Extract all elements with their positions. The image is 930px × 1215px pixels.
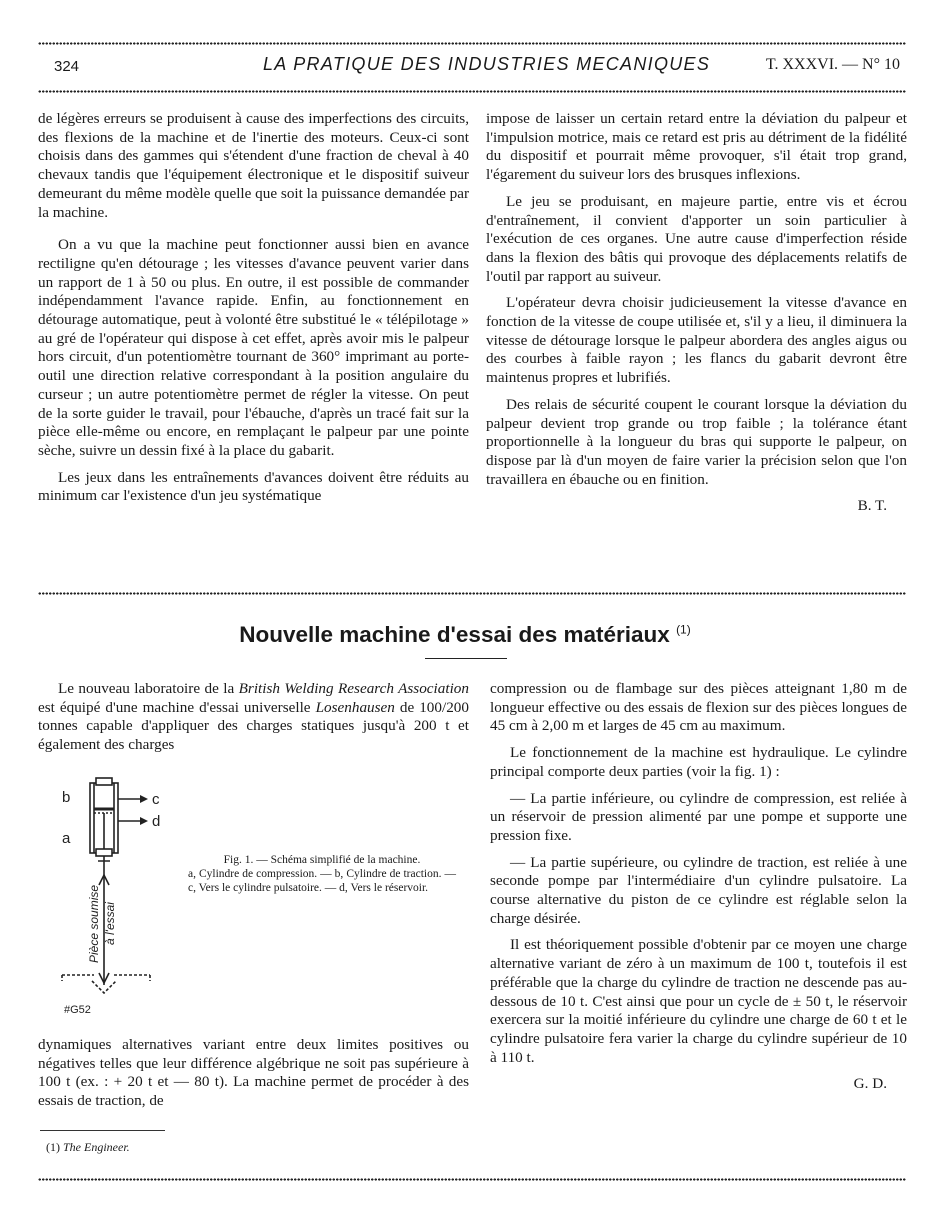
article1-right-column	[486, 110, 907, 516]
paragraph: Le fonctionnement de la machine est hydraulique. Le cylindre principal comporte deux parties (voir la fig. 1) :	[490, 744, 907, 780]
paragraph: On a vu que la machine peut fonctionner aussi bien en avance rectiligne qu'en détourage ; les vitesses d'avance peuvent varier dans un rapport de 1 à 50 ou plus. En outre, il est possible de commander indépendamment l'avance rapide. Enfin, au fonctionnement en détourage automatique, peut à volonté être substitué le « télépilotage » au gré de l'opérateur qui dispose à cet effet, après avoir mis le palpeur hors circuit, d'un potentiomètre tournant de 360° imprimant au porte-outil une direction relative correspondant à la position angulaire du curseur ; un autre potentiomètre permet de régler la vitesse. On peut de la sorte guider le travail, pour l'ébauche, d'après un tracé fait sur la pièce elle-même ou encore, en remplaçant le palpeur par une pointe sèche, suivre un dessin fixé à la place du gabarit.	[38, 236, 469, 459]
paragraph: dynamiques alternatives variant entre deux limites positives ou négatives telles que leur différence algébrique ne soit pas supérieure à 100 t (ex. : + 20 t et — 80 t). La machine permet de procéder à des essais de traction, de	[38, 1036, 469, 1110]
paragraph	[38, 680, 469, 755]
issue-number: T. XXXVI. — N° 10	[765, 56, 900, 73]
running-title: LA PRATIQUE DES INDUSTRIES MECANIQUES	[263, 54, 711, 74]
machine-schematic	[52, 775, 202, 1020]
title-footnote-mark: (1)	[676, 622, 691, 637]
page-number: 324	[54, 58, 80, 75]
article-title	[0, 622, 930, 648]
paragraph: Il est théoriquement possible d'obtenir par ce moyen une charge alternative variant de zéro à un maximum de 100 t, toutefois il est préférable que la charge du cylindre de traction ne descende pas au-dessous de 10 t. C'est ainsi que pour un cycle de ± 50 t, le réservoir exercera sur la moitié inférieure du cylindre une charge de 60 t et le cylindre pulsatoire fera varier la charge du cylindre supérieur de 10 à 110 t.	[490, 936, 907, 1066]
vertical-label-1: Pièce soumise	[87, 884, 101, 963]
paragraph: Les jeux dans les entraînements d'avances doivent être réduits au minimum car l'existence d'un jeu systématique	[38, 468, 469, 505]
bottom-rule	[38, 1178, 906, 1181]
paragraph: — La partie supérieure, ou cylindre de traction, est reliée à une seconde pompe par l'intermédiaire d'un cylindre pulsatoire. La course alternative du piston de ce cylindre est réglable selon la charge désirée.	[490, 853, 907, 927]
footnote-rule	[40, 1130, 165, 1131]
paragraph: L'opérateur devra choisir judicieusement la vitesse d'avance en fonction de la vitesse de coupe utilisée et, s'il y a lieu, il diminuera la vitesse de détourage lorsque le palpeur abordera des angles aigus ou des courbes à faible rayon ; les flancs du gabarit devront être maintenus propres et lubrifiés.	[486, 294, 907, 387]
footnote	[46, 1140, 130, 1155]
footnote-source: The Engineer.	[63, 1140, 130, 1154]
section-rule	[38, 592, 906, 595]
header-rule	[38, 90, 906, 93]
article2-intro	[38, 680, 469, 763]
label-c: c	[152, 791, 160, 808]
paragraph: de légères erreurs se produisent à cause des imperfections des circuits, des flexions de la machine et de l'inertie des moteurs. Ceux-ci sont choisis dans des gammes qui s'étendent d'une fraction de cheval à 40 chevaux tandis que l'équipement électronique et le dispositif suiveur demeurant du même modèle quelle que soit la puissance demandée par la machine.	[38, 110, 469, 221]
article2-left-continuation	[38, 1036, 469, 1119]
paragraph: — La partie inférieure, ou cylindre de compression, est reliée à un réservoir de pression alimenté par une pompe et supporte une pression fixe.	[490, 789, 907, 844]
paragraph: impose de laisser un certain retard entre la déviation du palpeur et l'impulsion motrice, mais ce retard est pris au détriment de la fidélité du dispositif et pourrait même provoquer, s'il était trop grand, l'égarement du suiveur lors des brusques inflexions.	[486, 110, 907, 184]
article-title-text: Nouvelle machine d'essai des matériaux	[239, 622, 670, 647]
figure-code: #G52	[64, 1004, 91, 1016]
intro-text-1: Le nouveau laboratoire de la	[58, 680, 239, 697]
article2-right-column	[490, 680, 907, 1094]
intro-manufacturer: Losenhausen	[315, 698, 395, 716]
caption-body: a, Cylindre de compression. — b, Cylindre de traction. — c, Vers le cylindre pulsatoire. — d, Vers le réservoir.	[188, 868, 456, 894]
paragraph: compression ou de flambage sur des pièces atteignant 1,80 m de longueur effective ou des essais de flexion sur des pièces longues de 45 cm à 2,00 m et larges de 45 cm au maximum.	[490, 680, 907, 735]
intro-text-3: de 100/200 tonnes capable d'appliquer des charges statiques jusqu'à 200 t et également des charges	[38, 698, 469, 754]
vertical-label-2: à l'essai	[103, 902, 117, 945]
intro-organisation: British Welding Research Association	[238, 680, 469, 697]
caption-heading: Fig. 1. — Schéma simplifié de la machine.	[223, 854, 421, 866]
figure-1-schematic	[52, 775, 202, 1020]
label-a: a	[62, 830, 71, 847]
signature: G. D.	[853, 1075, 887, 1093]
label-d: d	[152, 813, 161, 830]
figure-caption	[188, 853, 456, 895]
paragraph: Le jeu se produisant, en majeure partie, entre vis et écrou d'entraînement, il convient d'apporter un soin particulier à l'exécution de ces organes. Une autre cause d'imperfection réside dans la flexion des bâtis qui provoque des déplacements relatifs de l'outil par rapport au suiveur.	[486, 192, 907, 285]
top-rule	[38, 42, 906, 45]
paragraph: Des relais de sécurité coupent le courant lorsque la déviation du palpeur devient trop grande ou trop faible ; la tolérance étant proportionnelle à la longueur du bras qui supporte le palpeur, on dispose par là d'un moyen de faire varier la précision selon que l'on travaillera en ébauche ou en finition.	[486, 395, 907, 488]
footnote-mark: (1)	[46, 1140, 60, 1154]
article1-left-column	[38, 110, 469, 514]
label-b: b	[62, 789, 71, 806]
running-header	[38, 54, 900, 82]
intro-text-2: est équipé d'une machine d'essai universelle	[38, 698, 316, 716]
title-underline	[425, 658, 507, 659]
signature: B. T.	[857, 497, 887, 515]
